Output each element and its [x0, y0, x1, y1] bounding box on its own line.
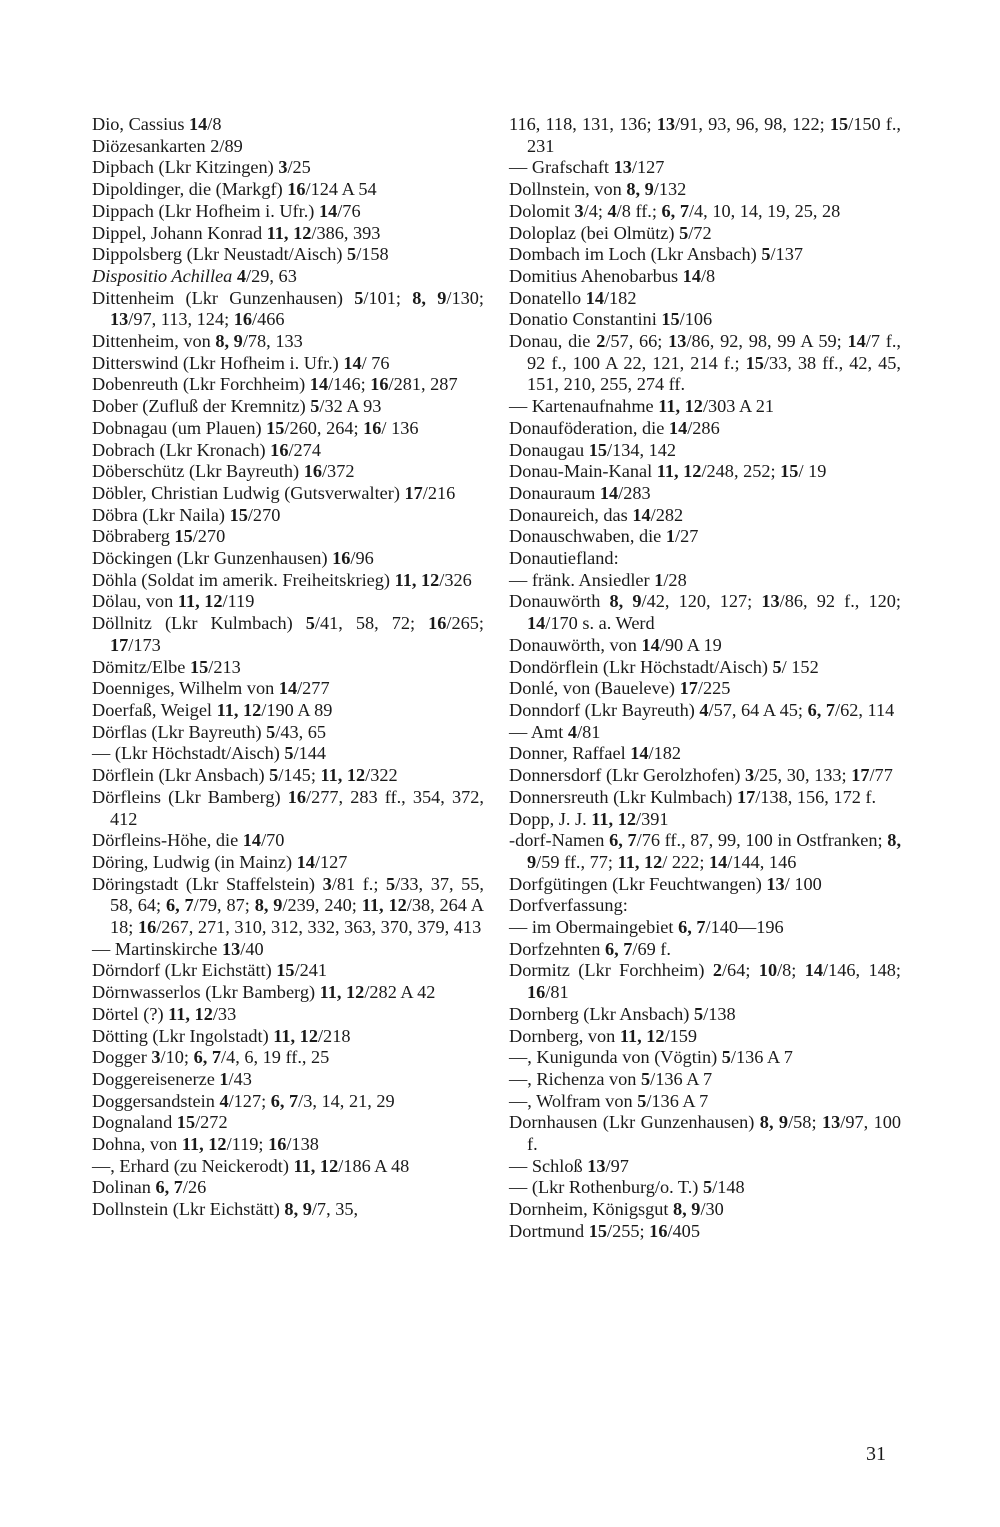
index-entry: — Martinskirche 13/40	[92, 938, 264, 959]
index-entry: Dollnstein (Lkr Eichstätt) 8, 9/7, 35,	[92, 1199, 359, 1220]
index-entry: Donatello 14/182	[509, 287, 637, 308]
index-entry: Donau, die 2/57, 66; 13/86, 92, 98, 99 A 59; 14/7 f., 92 f., 100 A 22, 121, 214 f.; 15/33, 38 ff., 42, 45, 151, 210, 255, 274 ff.	[509, 331, 901, 395]
index-entry: Döbler, Christian Ludwig (Gutsverwalter) 17/216	[92, 482, 456, 503]
index-entry: Donnersreuth (Lkr Kulmbach) 17/138, 156, 172 f.	[509, 786, 877, 807]
index-entry: Dollnstein, von 8, 9/132	[509, 179, 687, 200]
index-entry: Doloplaz (bei Olmütz) 5/72	[509, 222, 712, 243]
index-entry: Dornhausen (Lkr Gunzenhausen) 8, 9/58; 13/97, 100 f.	[509, 1112, 902, 1155]
index-entry: Dippach (Lkr Hofheim i. Ufr.) 14/76	[92, 200, 361, 221]
index-entry: Dombach im Loch (Lkr Ansbach) 5/137	[509, 244, 803, 265]
index-entry: — (Lkr Rothenburg/o. T.) 5/148	[509, 1177, 745, 1198]
index-entry: Ditterswind (Lkr Hofheim i. Ufr.) 14/ 76	[92, 352, 390, 373]
index-entry: Donauraum 14/283	[509, 482, 651, 503]
index-entry: -dorf-Namen 6, 7/76 ff., 87, 99, 100 in Ostfranken; 8, 9/59 ff., 77; 11, 12/ 222; 14/144, 146	[509, 830, 902, 872]
page-number: 31	[866, 1443, 886, 1465]
index-entry: Dondörflein (Lkr Höchstadt/Aisch) 5/ 152	[509, 656, 819, 677]
index-entry: — Amt 4/81	[509, 721, 601, 742]
index-entry: —, Richenza von 5/136 A 7	[509, 1068, 713, 1089]
index-entry: Döringstadt (Lkr Staffelstein) 3/81 f.; 5/33, 37, 55, 58, 64; 6, 7/79, 87; 8, 9/239, 240; 11, 12/38, 264 A 18; 16/267, 271, 310, 312, 332, 363, 370, 379, 413	[92, 873, 485, 938]
index-entry: — Kartenaufnahme 11, 12/303 A 21	[509, 396, 775, 417]
index-entry: Dober (Zufluß der Kremnitz) 5/32 A 93	[92, 396, 382, 417]
index-entry: Dippel, Johann Konrad 11, 12/386, 393	[92, 222, 381, 243]
index-entry: Dörfleins-Höhe, die 14/70	[92, 830, 285, 851]
index-entry: Dörtel (?) 11, 12/33	[92, 1003, 237, 1024]
index-entry: Donndorf (Lkr Bayreuth) 4/57, 64 A 45; 6, 7/62, 114	[509, 699, 895, 720]
index-entry: Dorfzehnten 6, 7/69 f.	[509, 938, 671, 959]
index-entry: Dolinan 6, 7/26	[92, 1177, 207, 1198]
index-entry: — Schloß 13/97	[509, 1155, 629, 1176]
index-entry: Dörfleins (Lkr Bamberg) 16/277, 283 ff., 354, 372, 412	[92, 786, 484, 829]
index-entry: 116, 118, 131, 136; 13/91, 93, 96, 98, 122; 15/150 f., 231	[509, 114, 901, 156]
index-entry: Dornberg (Lkr Ansbach) 5/138	[509, 1003, 736, 1024]
index-entry: Donautiefland:	[509, 548, 619, 569]
index-entry: Donauwörth 8, 9/42, 120, 127; 13/86, 92 f., 120; 14/170 s. a. Werd	[509, 591, 902, 634]
index-entry: Donner, Raffael 14/182	[509, 743, 682, 764]
left-index-column	[92, 114, 484, 1221]
index-entry: —, Wolfram von 5/136 A 7	[509, 1090, 709, 1111]
index-entry: — fränk. Ansiedler 1/28	[509, 569, 687, 590]
index-entry: Dörndorf (Lkr Eichstätt) 15/241	[92, 960, 328, 981]
index-entry: Dörflein (Lkr Ansbach) 5/145; 11, 12/322	[92, 765, 398, 786]
index-entry: Dörflas (Lkr Bayreuth) 5/43, 65	[92, 721, 327, 742]
index-entry: —, Erhard (zu Neickerodt) 11, 12/186 A 48	[92, 1155, 410, 1176]
index-entry: Dogger 3/10; 6, 7/4, 6, 19 ff., 25	[92, 1047, 330, 1068]
index-entry: — (Lkr Höchstadt/Aisch) 5/144	[92, 743, 327, 764]
index-entry: Dornberg, von 11, 12/159	[509, 1025, 698, 1046]
index-entry: Dörnwasserlos (Lkr Bamberg) 11, 12/282 A 42	[92, 982, 436, 1003]
index-entry: Domitius Ahenobarbus 14/8	[509, 265, 716, 286]
index-entry: Dormitz (Lkr Forchheim) 2/64; 10/8; 14/146, 148; 16/81	[509, 960, 901, 1003]
index-entry: Doggereisenerze 1/43	[92, 1068, 252, 1089]
index-entry: —, Kunigunda von (Vögtin) 5/136 A 7	[509, 1047, 793, 1068]
index-entry: Dohna, von 11, 12/119; 16/138	[92, 1134, 319, 1155]
index-entry: Donauföderation, die 14/286	[509, 417, 720, 438]
index-entry: Donaugau 15/134, 142	[509, 439, 677, 460]
index-entry: Dolomit 3/4; 4/8 ff.; 6, 7/4, 10, 14, 19, 25, 28	[509, 200, 841, 221]
index-entry: Dopp, J. J. 11, 12/391	[509, 808, 669, 829]
index-entry: Doenniges, Wilhelm von 14/277	[92, 678, 330, 699]
index-entry: Donlé, von (Baueleve) 17/225	[509, 678, 731, 699]
index-entry: Döbra (Lkr Naila) 15/270	[92, 504, 281, 525]
index-entry: Dittenheim (Lkr Gunzenhausen) 5/101; 8, 9/130; 13/97, 113, 124; 16/466	[92, 287, 484, 330]
index-entry: Dorfgütingen (Lkr Feuchtwangen) 13/ 100	[509, 873, 822, 894]
index-entry: Doggersandstein 4/127; 6, 7/3, 14, 21, 29	[92, 1090, 395, 1111]
index-entry: Donatio Constantini 15/106	[509, 309, 713, 330]
index-entry: Donaureich, das 14/282	[509, 504, 684, 525]
index-entry: Donau-Main-Kanal 11, 12/248, 252; 15/ 19	[509, 461, 827, 482]
index-entry: Döbraberg 15/270	[92, 526, 226, 547]
index-entry: Döberschütz (Lkr Bayreuth) 16/372	[92, 461, 355, 482]
index-entry: Donauwörth, von 14/90 A 19	[509, 634, 722, 655]
index-entry: Dispositio Achillea 4/29, 63	[92, 265, 297, 286]
index-entry: Döring, Ludwig (in Mainz) 14/127	[92, 851, 348, 872]
index-entry: Dölau, von 11, 12/119	[92, 591, 255, 612]
index-entry: Dognaland 15/272	[92, 1112, 228, 1133]
index-entry: Dömitz/Elbe 15/213	[92, 656, 241, 677]
index-entry: Diözesankarten 2/89	[92, 135, 243, 156]
index-entry: Dio, Cassius 14/8	[92, 114, 222, 134]
index-entry: Döllnitz (Lkr Kulmbach) 5/41, 58, 72; 16/265; 17/173	[92, 613, 484, 655]
index-entry: Döckingen (Lkr Gunzenhausen) 16/96	[92, 548, 374, 569]
index-entry: Donauschwaben, die 1/27	[509, 526, 699, 547]
index-entry: Dobnagau (um Plauen) 15/260, 264; 16/ 136	[92, 417, 419, 438]
right-index-column	[509, 114, 901, 1243]
index-entry: Döhla (Soldat im amerik. Freiheitskrieg) 11, 12/326	[92, 569, 472, 590]
index-entry: Dortmund 15/255; 16/405	[509, 1220, 700, 1241]
index-entry: Doerfaß, Weigel 11, 12/190 A 89	[92, 699, 333, 720]
index-entry: Dötting (Lkr Ingolstadt) 11, 12/218	[92, 1025, 351, 1046]
index-entry: Dobrach (Lkr Kronach) 16/274	[92, 439, 321, 460]
index-entry: — im Obermaingebiet 6, 7/140—196	[509, 917, 784, 938]
index-entry: Dipoldinger, die (Markgf) 16/124 A 54	[92, 179, 377, 200]
index-entry: — Grafschaft 13/127	[509, 157, 665, 178]
index-entry: Dippolsberg (Lkr Neustadt/Aisch) 5/158	[92, 244, 389, 265]
index-entry: Donnersdorf (Lkr Gerolzhofen) 3/25, 30, 133; 17/77	[509, 765, 893, 786]
index-entry: Dorfverfassung:	[509, 895, 628, 916]
index-entry: Dornheim, Königsgut 8, 9/30	[509, 1199, 724, 1220]
index-entry: Dittenheim, von 8, 9/78, 133	[92, 331, 303, 352]
index-entry: Dobenreuth (Lkr Forchheim) 14/146; 16/281, 287	[92, 374, 458, 395]
index-entry: Dipbach (Lkr Kitzingen) 3/25	[92, 157, 311, 178]
